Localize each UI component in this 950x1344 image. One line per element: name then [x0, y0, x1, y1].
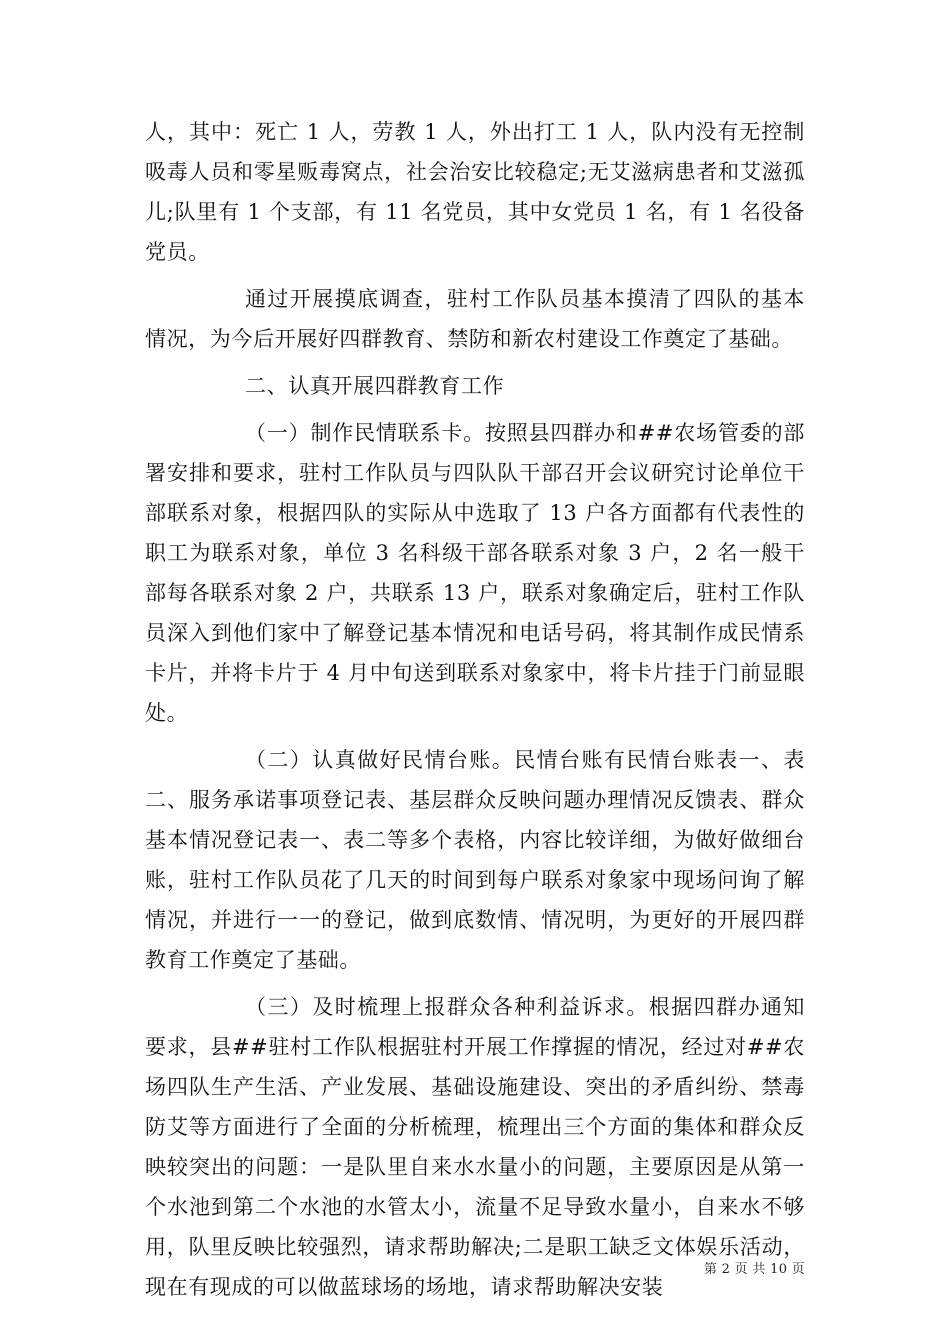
document-body — [145, 112, 805, 1314]
page-number: 第 2 页 共 10 页 — [703, 1262, 805, 1277]
paragraph-continuation: 人，其中：死亡 1 人，劳教 1 人，外出打工 1 人，队内没有无控制吸毒人员和零星贩毒窝点，社会治安比较稳定;无艾滋病患者和艾滋孤儿;队里有 1 个支部，有 11 名党员，其中女党员 1 名，有 1 名役备党员。 — [145, 120, 805, 264]
section-heading: 二、认真开展四群教育工作 — [245, 374, 505, 398]
paragraph-appeals: （三）及时梳理上报群众各种利益诉求。根据四群办通知要求，县##驻村工作队根据驻村开展工作撑握的情况，经过对##农场四队生产生活、产业发展、基础设施建设、突出的矛盾纠纷、禁毒防艾等方面进行了全面的分析梳理，梳理出三个方面的集体和群众反映较突出的问题：一是队里自来水水量小的问题，主要原因是从第一个水池到第二个水池的水管太小，流量不足导致水量小，自来水不够用，队里反映比较强烈，请求帮助解决;二是职工缺乏文体娱乐活动，现在有现成的可以做蓝球场的场地，请求帮助解决安装 — [145, 995, 805, 1299]
paragraph-survey-summary: 通过开展摸底调查，驻村工作队员基本摸清了四队的基本情况，为今后开展好四群教育、禁防和新农村建设工作奠定了基础。 — [145, 287, 805, 351]
paragraph-contact-card: （一）制作民情联系卡。按照县四群办和##农场管委的部署安排和要求，驻村工作队员与四队队干部召开会议研究讨论单位干部联系对象，根据四队的实际从中选取了 13 户各方面都有代表性的职工为联系对象，单位 3 名科级干部各联系对象 3 户，2 名一般干部每各联系对象 2 户，共联系 13 户，联系对象确定后，驻村工作队员深入到他们家中了解登记基本情况和电话号码，将其制作成民情系卡片，并将卡片于 4 月中旬送到联系对象家中，将卡片挂于门前显眼处。 — [145, 421, 805, 725]
paragraph-ledger: （二）认真做好民情台账。民情台账有民情台账表一、表二、服务承诺事项登记表、基层群众反映问题办理情况反馈表、群众基本情况登记表一、表二等多个表格，内容比较详细，为做好做细台账，驻村工作队员花了几天的时间到每户联系对象家中现场问询了解情况，并进行一一的登记，做到底数情、情况明，为更好的开展四群教育工作奠定了基础。 — [145, 748, 805, 972]
